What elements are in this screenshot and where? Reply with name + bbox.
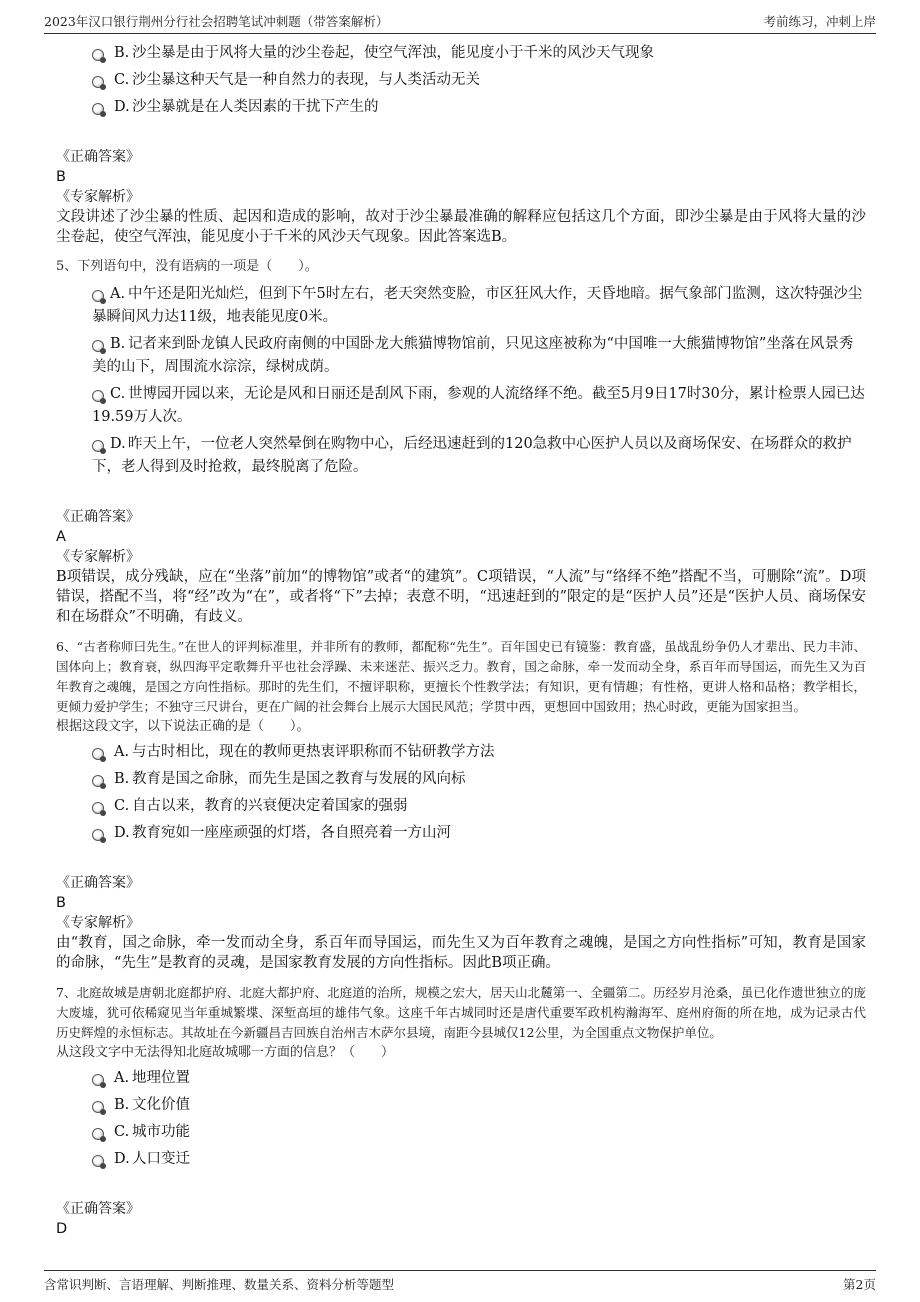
option-letter: C. [110,386,126,402]
option-d[interactable] [56,1148,866,1171]
option-d[interactable] [56,96,866,119]
radio-icon[interactable] [92,775,104,787]
option-text: 文化价值 [132,1097,190,1113]
option-text: 中午还是阳光灿烂，但到下午5时左右，老天突然变脸，市区狂风大作，天昏地暗。据气象部门监测，这次特强沙尘暴瞬间风力达11级，地表能见度0米。 [92,286,863,325]
question-6 [56,637,866,973]
option-b[interactable] [56,333,866,379]
answer-value: B [56,169,66,185]
option-text: 地理位置 [132,1070,190,1086]
header-title: 2023年汉口银行荆州分行社会招聘笔试冲刺题（带答案解析） [44,14,389,29]
option-text: 城市功能 [132,1124,190,1140]
option-a[interactable] [56,1067,866,1090]
option-text: 人口变迁 [132,1151,190,1167]
question-stem: 6、“古者称师曰先生。”在世人的评判标准里，并非所有的教师，都配称“先生”。百年国史已有镜鉴：教育盛，虽战乱纷争仍人才辈出、民力丰沛、国体向上；教育衰，纵四海平定歌舞升平也社会浮躁、未来迷茫、振兴乏力。教育，国之命脉，牵一发而动全身，系百年而导国运，而先生又为百年教育之魂魄，是国之方向性指标。那时的先生们，不擅评职称，更擅长个性教学法；有知识，更有情趣；有性格，更讲人格和品格；教学相长，更倾力爱护学生；不独守三尺讲台，更在广阔的社会舞台上展示大国民风范；学贯中西，更想回中国致用；热心时政，更能为国家担当。 [56,639,866,714]
option-letter: A. [114,744,130,760]
analysis-label: 《专家解析》 [56,915,140,931]
question-4 [56,42,866,247]
option-text: 教育是国之命脉，而先生是国之教育与发展的风向标 [132,771,466,787]
page-number: 第2页 [843,1277,876,1292]
question-stem: 5、下列语句中，没有语病的一项是（ ）。 [56,259,318,274]
question-5 [56,257,866,627]
option-c[interactable] [56,383,866,429]
option-d[interactable] [56,822,866,845]
option-c[interactable] [56,795,866,818]
radio-icon[interactable] [92,49,104,61]
answer-label: 《正确答案》 [56,875,140,891]
option-letter: D. [114,825,130,841]
analysis-text: 由“教育，国之命脉，牵一发而动全身，系百年而导国运，而先生又为百年教育之魂魄，是国之方向性指标”可知，教育是国家的命脉，“先生”是教育的灵魂，是国家教育发展的方向性指标。因此B项正确。 [56,935,866,971]
option-letter: C. [114,798,130,814]
analysis-label: 《专家解析》 [56,189,140,205]
radio-icon[interactable] [92,1101,104,1113]
option-letter: B. [114,1097,130,1113]
footer-note: 含常识判断、言语理解、判断推理、数量关系、资料分析等题型 [44,1277,395,1292]
option-letter: C. [114,72,130,88]
option-text: 记者来到卧龙镇人民政府南侧的中国卧龙大熊猫博物馆前，只见这座被称为“中国唯一大熊猫博物馆”坐落在风景秀美的山下，周围流水淙淙，绿树成荫。 [92,336,854,375]
page-header [44,8,876,34]
radio-icon[interactable] [92,103,104,115]
radio-icon[interactable] [92,390,104,402]
option-letter: D. [114,99,130,115]
option-letter: A. [114,1070,130,1086]
question-7 [56,983,866,1239]
option-text: 自古以来，教育的兴衰便决定着国家的强弱 [132,798,408,814]
answer-value: B [56,895,66,911]
question-prompt: 根据这段文字，以下说法正确的是（ ）。 [56,719,310,734]
option-text: 沙尘暴是由于风将大量的沙尘卷起，使空气浑浊，能见度小于千米的风沙天气现象 [132,45,654,61]
analysis-text: B项错误，成分残缺，应在“坐落”前加“的博物馆”或者“的建筑”。C项错误，“人流”与“络绎不绝”搭配不当，可删除“流”。D项错误，搭配不当，将“经”改为“在”，或者将“下”去掉；表意不明，“迅速赶到的”限定的是“医护人员”还是“医护人员、商场保安和在场群众”不明确，有歧义。 [56,569,866,625]
option-letter: C. [114,1124,130,1140]
option-letter: B. [114,771,130,787]
option-letter: A. [110,286,126,302]
option-letter: B. [110,336,126,352]
answer-label: 《正确答案》 [56,1201,140,1217]
analysis-text: 文段讲述了沙尘暴的性质、起因和造成的影响，故对于沙尘暴最准确的解释应包括这几个方面，即沙尘暴是由于风将大量的沙尘卷起，使空气浑浊，能见度小于千米的风沙天气现象。因此答案选B。 [56,209,866,245]
answer-value: D [56,1221,68,1237]
page-footer [44,1270,876,1294]
question-prompt: 从这段文字中无法得知北庭故城哪一方面的信息？（ ） [56,1045,395,1060]
option-text: 教育宛如一座座顽强的灯塔，各自照亮着一方山河 [132,825,451,841]
radio-icon[interactable] [92,748,104,760]
option-letter: B. [114,45,130,61]
radio-icon[interactable] [92,76,104,88]
option-c[interactable] [56,69,866,92]
radio-icon[interactable] [92,440,104,452]
radio-icon[interactable] [92,802,104,814]
option-text: 世博园开园以来，无论是风和日丽还是刮风下雨，参观的人流络绎不绝。截至5月9日17时30分，累计检票人园已达19.59万人次。 [92,386,865,425]
option-d[interactable] [56,433,866,479]
radio-icon[interactable] [92,1074,104,1086]
question-stem: 7、北庭故城是唐朝北庭都护府、北庭大都护府、北庭道的治所，规模之宏大，居天山北麓第一、全疆第二。历经岁月沧桑，虽已化作遗世独立的庞大废墟，犹可依稀窥见当年重城繁堞、深堑高垣的雄伟气象。这座千年古城同时还是唐代重要军政机构瀚海军、庭州府衙的所在地，成为记录古代历史辉煌的永恒标志。其故址在今新疆昌吉回族自治州吉木萨尔县境，南距今县城仅12公里，为全国重点文物保护单位。 [56,985,866,1040]
option-text: 昨天上午，一位老人突然晕倒在购物中心，后经迅速赶到的120急救中心医护人员以及商场保安、在场群众的救护下，老人得到及时抢救，最终脱离了危险。 [92,436,852,475]
answer-label: 《正确答案》 [56,509,140,525]
radio-icon[interactable] [92,340,104,352]
radio-icon[interactable] [92,1155,104,1167]
option-letter: D. [114,1151,130,1167]
radio-icon[interactable] [92,829,104,841]
option-b[interactable] [56,42,866,65]
option-text: 沙尘暴这种天气是一种自然力的表现，与人类活动无关 [132,72,480,88]
option-a[interactable] [56,283,866,329]
option-letter: D. [110,436,126,452]
option-text: 沙尘暴就是在人类因素的干扰下产生的 [132,99,379,115]
radio-icon[interactable] [92,290,104,302]
page-content [56,40,866,1239]
answer-label: 《正确答案》 [56,149,140,165]
option-b[interactable] [56,768,866,791]
analysis-label: 《专家解析》 [56,549,140,565]
header-slogan: 考前练习，冲刺上岸 [763,14,876,29]
option-text: 与古时相比，现在的教师更热衷评职称而不钻研教学方法 [132,744,495,760]
answer-value: A [56,529,66,545]
option-c[interactable] [56,1121,866,1144]
radio-icon[interactable] [92,1128,104,1140]
option-a[interactable] [56,741,866,764]
option-b[interactable] [56,1094,866,1117]
